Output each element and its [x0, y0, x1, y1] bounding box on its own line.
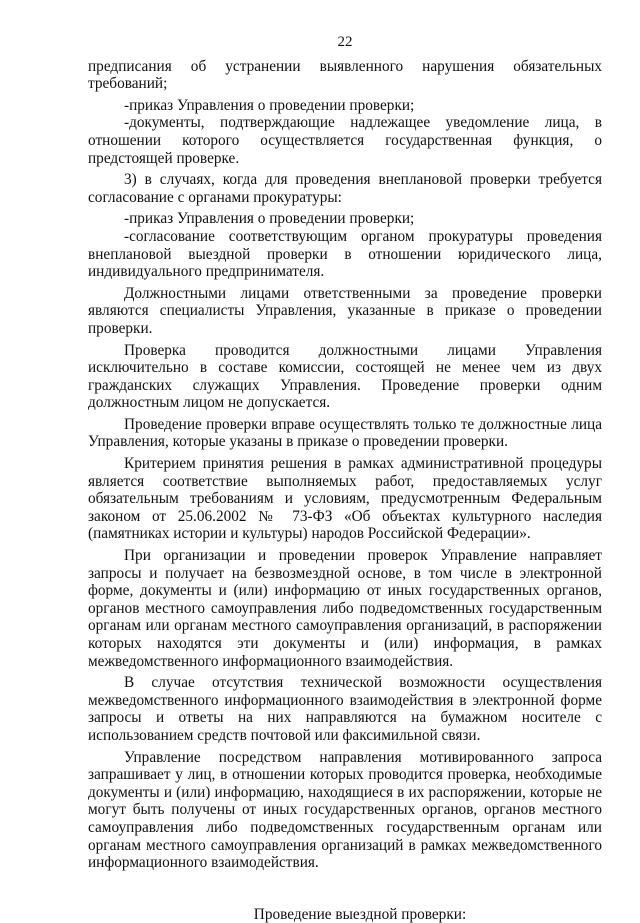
paragraph-notification-documents: -документы, подтверждающие надлежащее уведомление лица, в отношении которого осуществляется государственная функция, о предстоящей проверке. — [88, 114, 602, 167]
paragraph-order-item-2: -приказ Управления о проведении проверки; — [124, 210, 415, 228]
paragraph-order-item: -приказ Управления о проведении проверки; — [124, 96, 415, 114]
spacer — [88, 876, 602, 906]
paragraph-paper-requests: В случае отсутствия технической возможности осуществления межведомственного информационного взаимодействия в электронной форме запросы и ответы на них направляются на бумажном носителе с использованием средств почтовой или факсимильной связи. — [88, 674, 602, 744]
paragraph-responsible-officials: Должностными лицами ответственными за проведение проверки являются специалисты Управления, указанные в приказе о проведении проверки. — [88, 284, 602, 337]
paragraph-decision-criterion: Критерием принятия решения в рамках административной процедуры является соответствие выполняемых работ, предоставляемых услуг обязательным требованиям и условиям, предусмотренным Федеральным законом от 25.06.2002 № 73-ФЗ «Об объектах культурного наследия (памятниках истории и культуры) народов Российской Федерации». — [88, 455, 602, 543]
paragraph-commission: Проверка проводится должностными лицами Управления исключительно в составе комиссии, состоящей не менее чем из двух гражданских служащих Управления. Проведение проверки одним должностным лицом не допускается. — [88, 341, 602, 412]
page-number: 22 — [337, 34, 353, 50]
paragraph-prosecutor-approval: 3) в случаях, когда для проведения внеплановой проверки требуется согласование с органами прокуратуры: — [88, 171, 602, 206]
paragraph-authorized-officials: Проведение проверки вправе осуществлять только те должностные лица Управления, которые указаны в приказе о проведении проверки. — [88, 415, 602, 451]
paragraph-motivated-request: Управление посредством направления мотивированного запроса запрашивает у лиц, в отношении которых проводится проверка, необходимые документы и (или) информацию, находящиеся в их распоряжении, которые не могут быть получены от иных государственных органов, органов местного самоуправления либо подведомственных государственным органам или органам местного самоуправления организаций в рамках межведомственного информационного взаимодействия. — [88, 748, 602, 872]
paragraph-prescription: предписания об устранении выявленного нарушения обязательных требований; — [88, 57, 602, 93]
paragraph-interagency-requests: При организации и проведении проверок Управление направляет запросы и получает на безвозмездной основе, в том числе в электронной форме, документы и (или) информацию от иных государственных органов, органов местного самоуправления либо подведомственных государственным органам или органам местного самоуправления организаций, в распоряжении которых находятся эти документы и (или) информация, в рамках межведомственного информационного взаимодействия. — [88, 547, 602, 670]
section-heading: Проведение выездной проверки: — [253, 905, 467, 923]
paragraph-approval-item: -согласование соответствующим органом прокуратуры проведения внеплановой выездной проверки в отношении юридического лица, индивидуального предпринимателя. — [88, 227, 602, 281]
